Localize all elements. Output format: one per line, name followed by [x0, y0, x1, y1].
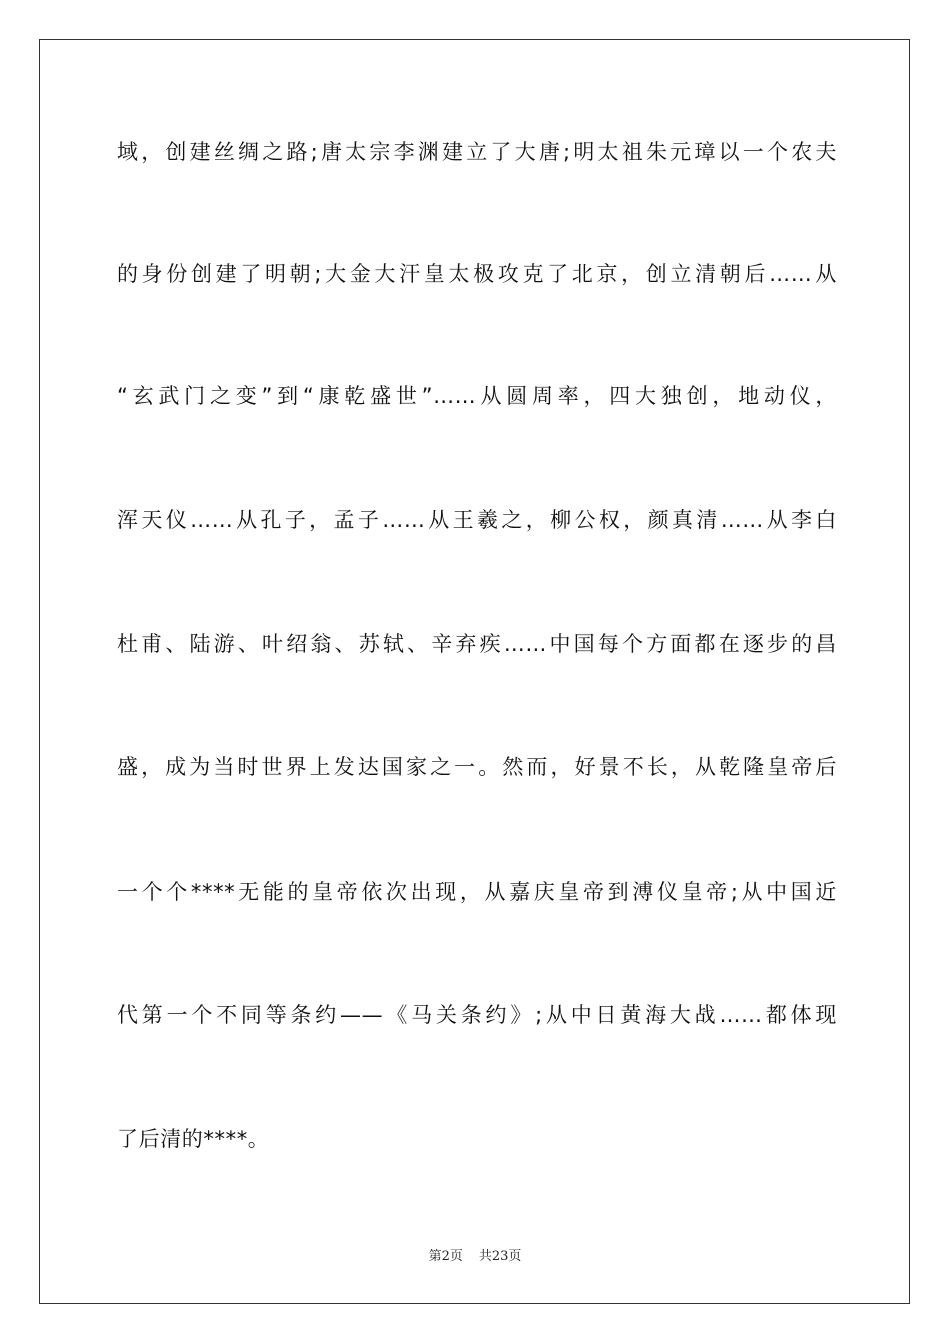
text-line-5: 杜甫、陆游、叶绍翁、苏轼、辛弃疾……中国每个方面都在逐步的昌	[117, 632, 837, 656]
page-border	[39, 39, 910, 1304]
page-number: 第2页	[428, 1249, 463, 1264]
text-line-8: 代第一个不同等条约——《马关条约》;从中日黄海大战……都体现	[117, 1003, 837, 1027]
page-footer	[0, 1245, 950, 1264]
text-line-3: “玄武门之变”到“康乾盛世”……从圆周率，四大独创，地动仪，	[117, 384, 837, 408]
text-line-7: 一个个****无能的皇帝依次出现，从嘉庆皇帝到溥仪皇帝;从中国近	[117, 880, 837, 904]
text-line-6: 盛，成为当时世界上发达国家之一。然而，好景不长，从乾隆皇帝后	[117, 755, 837, 779]
page-total: 共23页	[478, 1249, 522, 1264]
text-line-1: 域，创建丝绸之路;唐太宗李渊建立了大唐;明太祖朱元璋以一个农夫	[117, 140, 837, 164]
text-line-9: 了后清的****。	[117, 1127, 270, 1151]
text-line-2: 的身份创建了明朝;大金大汗皇太极攻克了北京，创立清朝后……从	[117, 262, 837, 286]
text-line-4: 浑天仪……从孔子，孟子……从王羲之，柳公权，颜真清……从李白	[117, 508, 837, 532]
